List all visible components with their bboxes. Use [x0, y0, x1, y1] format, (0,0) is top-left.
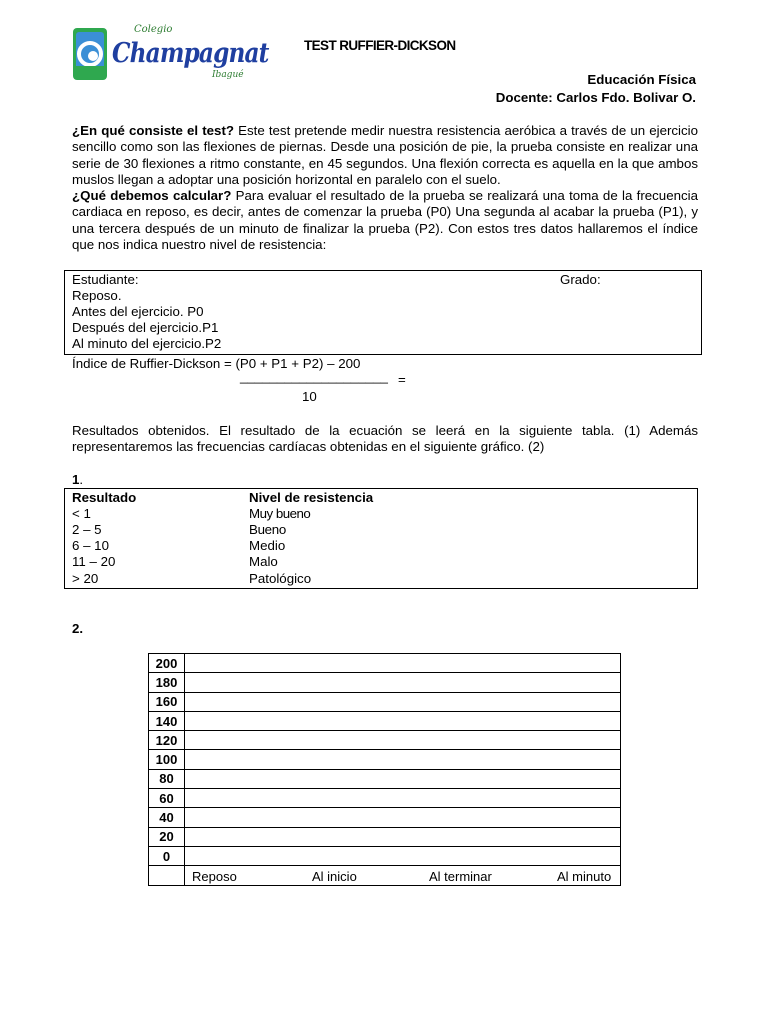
- logo-wordmark: Champagnat: [112, 38, 269, 69]
- after-exercise-label: Después del ejercicio.P1: [72, 320, 219, 335]
- rest-label: Reposo.: [72, 288, 122, 303]
- x-axis-cell: [185, 866, 621, 885]
- y-axis-tick-label: 60: [149, 789, 185, 808]
- chart-grid-cell: [185, 673, 621, 692]
- logo-subtitle-top: Colegio: [134, 24, 173, 35]
- chart-grid-cell: [185, 808, 621, 827]
- grade-field-label: Grado:: [560, 272, 601, 287]
- table-row-level: Malo: [249, 554, 278, 569]
- question-2: ¿Qué debemos calcular?: [72, 188, 232, 203]
- question-1: ¿En qué consiste el test?: [72, 123, 235, 138]
- chart-grid-cell: [185, 846, 621, 865]
- chart-grid-cell: [185, 827, 621, 846]
- student-form-box: [64, 270, 702, 355]
- chart-label: 2.: [72, 621, 84, 636]
- heart-rate-chart-grid: [148, 653, 621, 886]
- x-axis-tick-label: Al terminar: [429, 869, 492, 884]
- chart-grid-row: [149, 789, 621, 808]
- chart-grid-row: [149, 808, 621, 827]
- chart-grid-cell: [185, 769, 621, 788]
- intro-paragraph-1: [72, 123, 698, 188]
- chart-grid-row: [149, 711, 621, 730]
- formula-numerator: Índice de Ruffier-Dickson = (P0 + P1 + P2) – 200: [72, 356, 361, 371]
- chart-grid-cell: [185, 750, 621, 769]
- table-row-result: 11 – 20: [72, 554, 116, 569]
- y-axis-tick-label: 100: [149, 750, 185, 769]
- table-row-result: < 1: [72, 506, 91, 521]
- answer-1: Este test pretende medir nuestra resistencia aeróbica a través de un ejercicio sencillo como son las flexiones de piernas. Desde una posición de pie, la prueba consiste en realizar una serie de 30 flexiones a ritmo constante, en 45 segundos. Una flexión correcta es aquella en la que ambos muslos llegan a adoptar una posición horizontal en paralelo con el suelo.: [72, 123, 699, 187]
- before-exercise-label: Antes del ejercicio. P0: [72, 304, 204, 319]
- chart-grid-cell: [185, 731, 621, 750]
- school-logo: [72, 24, 269, 86]
- table-row-result: 2 – 5: [72, 522, 102, 537]
- table-row-result: 6 – 10: [72, 538, 109, 553]
- y-axis-tick-label: 40: [149, 808, 185, 827]
- y-axis-tick-label: 0: [149, 846, 185, 865]
- x-axis-tick-label: Al minuto: [557, 869, 612, 884]
- resistance-table: [64, 488, 698, 589]
- y-axis-tick-label: 20: [149, 827, 185, 846]
- formula-equals: =: [398, 372, 406, 387]
- chart-grid-row: [149, 692, 621, 711]
- y-axis-tick-label: 120: [149, 731, 185, 750]
- x-axis-tick-label: Reposo: [192, 869, 237, 884]
- chart-grid-row: [149, 827, 621, 846]
- intro-paragraph-2: [72, 188, 698, 253]
- student-field-label: Estudiante:: [72, 272, 139, 287]
- chart-grid-row: [149, 846, 621, 865]
- chart-grid-row: [149, 654, 621, 673]
- chart-grid-cell: [185, 654, 621, 673]
- y-axis-tick-label: 80: [149, 769, 185, 788]
- chart-grid-row: [149, 769, 621, 788]
- y-axis-tick-label: 200: [149, 654, 185, 673]
- table-row-result: > 20: [72, 571, 99, 586]
- column-header-level: Nivel de resistencia: [249, 490, 374, 505]
- chart-grid-row: [149, 673, 621, 692]
- table-1-label: 1.: [72, 472, 84, 487]
- document-title: TEST RUFFIER-DICKSON: [304, 38, 456, 53]
- x-axis-tick-label: Al inicio: [312, 869, 357, 884]
- teacher-name: Docente: Carlos Fdo. Bolivar O.: [495, 90, 696, 105]
- chart-grid-cell: [185, 711, 621, 730]
- table-row-level: Muy bueno: [249, 506, 311, 521]
- table-row-level: Patológico: [249, 571, 312, 586]
- y-axis-tick-label: 180: [149, 673, 185, 692]
- minute-after-label: Al minuto del ejercicio.P2: [72, 336, 222, 351]
- logo-emblem-icon: [72, 26, 110, 82]
- formula-fraction-bar: ____________________: [240, 369, 388, 384]
- answer-2: Para evaluar el resultado de la prueba se realizará una toma de la frecuencia cardiaca en reposo, es decir, antes de comenzar la prueba (P0) Una segunda al acabar la prueba (P1), y una tercera después de un minuto de finalizar la prueba (P2). Con estos tres datos hallaremos el índice que nos indica nuestro nivel de resistencia:: [72, 188, 698, 252]
- chart-grid-row: [149, 731, 621, 750]
- y-axis-tick-label: 160: [149, 692, 185, 711]
- chart-grid-row: [149, 750, 621, 769]
- column-header-result: Resultado: [72, 490, 137, 505]
- chart-grid-cell: [185, 692, 621, 711]
- y-axis-tick-label: 140: [149, 711, 185, 730]
- chart-grid-cell: [185, 789, 621, 808]
- chart-grid-table: [148, 653, 621, 886]
- axis-corner-cell: [149, 866, 185, 885]
- table-row-level: Bueno: [249, 522, 286, 537]
- table-row-level: Medio: [249, 538, 286, 553]
- formula-denominator: 10: [302, 389, 317, 404]
- subject-name: Educación Física: [587, 72, 696, 87]
- logo-subtitle-bottom: Ibagué: [212, 70, 244, 80]
- results-paragraph: Resultados obtenidos. El resultado de la ecuación se leerá en la siguiente tabla. (1) Además representaremos las frecuencias cardíacas obtenidas en el siguiente gráfico. (2): [72, 423, 698, 455]
